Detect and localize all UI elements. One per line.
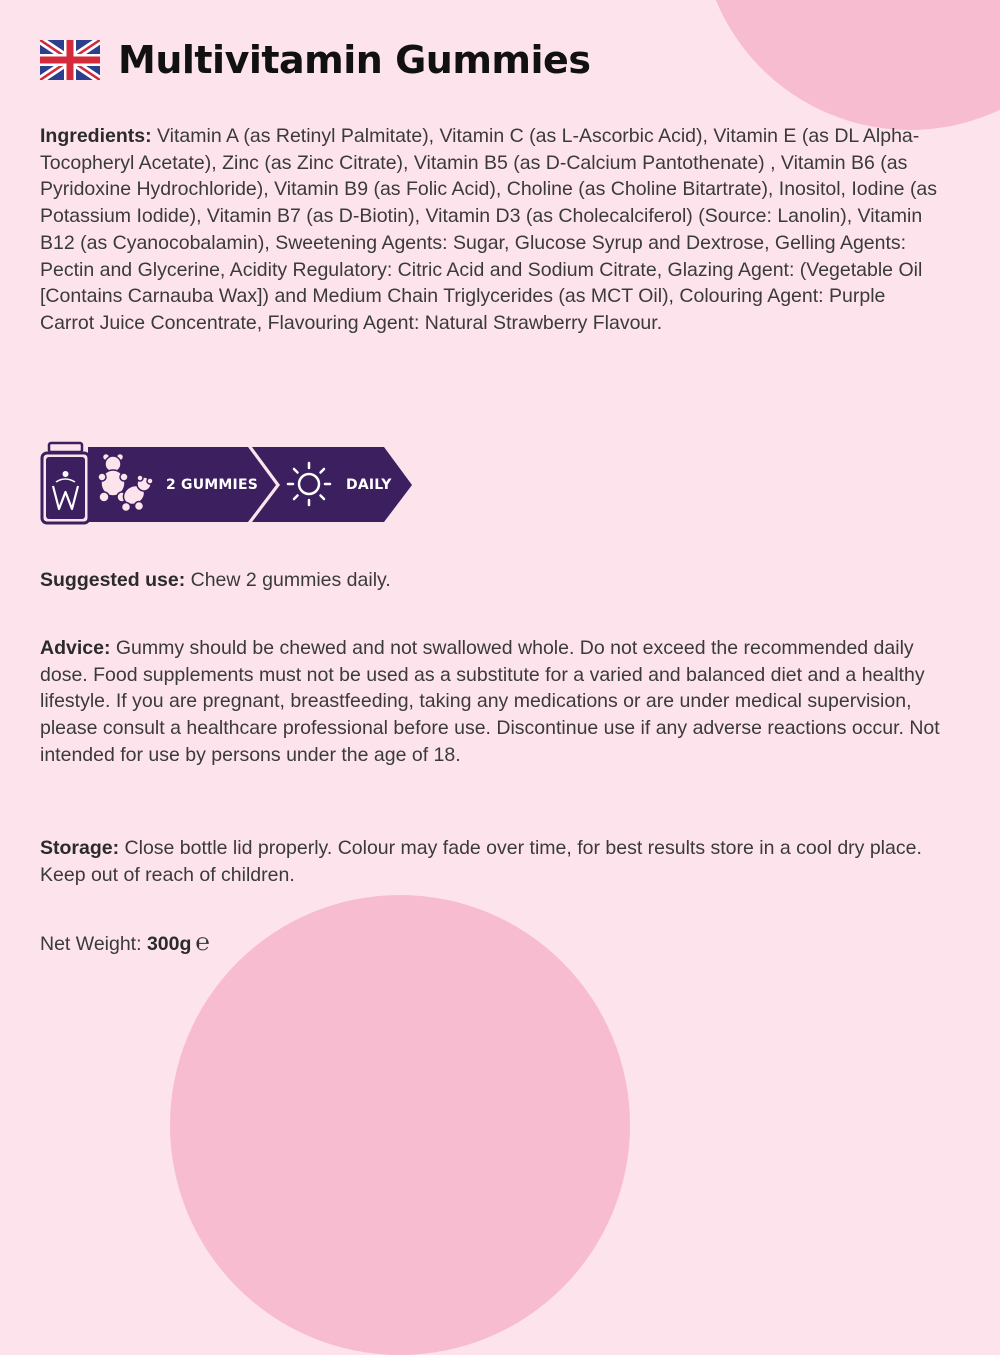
storage-section xyxy=(40,835,940,888)
advice-text: Gummy should be chewed and not swallowed whole. Do not exceed the recommended daily dose. Food supplements must not be used as a substitute for a varied and balanced diet and a healthy lifestyle. If you are pregnant, breastfeeding, taking any medications or are under medical supervision, please consult a healthcare professional before use. Discontinue use if any adverse reactions occur. Not intended for use by persons under the age of 18. xyxy=(40,637,940,766)
net-weight-label: Net Weight: xyxy=(40,933,142,955)
decorative-circle-top-right xyxy=(700,0,1000,130)
suggested-use-label: Suggested use: xyxy=(40,569,186,591)
advice-section xyxy=(40,635,940,769)
page-title: Multivitamin Gummies xyxy=(118,38,591,82)
decorative-circle-bottom xyxy=(170,895,630,1355)
suggested-use-text: Chew 2 gummies daily. xyxy=(190,569,391,591)
dosage-banner xyxy=(40,440,420,525)
ingredients-label: Ingredients: xyxy=(40,125,152,147)
estimated-sign-icon: ℮ xyxy=(195,928,210,956)
header xyxy=(40,38,590,82)
suggested-use-section xyxy=(40,567,940,594)
net-weight-value: 300g xyxy=(146,933,192,955)
dosage-amount-label: 2 GUMMIES xyxy=(166,477,258,493)
storage-text: Close bottle lid properly. Colour may fade over time, for best results store in a cool dry place. Keep out of reach of children. xyxy=(40,837,922,886)
storage-label: Storage: xyxy=(40,837,120,859)
bottle-icon xyxy=(42,443,89,523)
ingredients-text: Vitamin A (as Retinyl Palmitate), Vitamin C (as L-Ascorbic Acid), Vitamin E (as DL Alpha-Tocopheryl Acetate), Zinc (as Zinc Citrate), Vitamin B5 (as D-Calcium Pantothenate) , Vitamin B6 (as Pyridoxine Hydrochloride), Vitamin B9 (as Folic Acid), Choline (as Choline Bitartrate), Inositol, Iodine (as Potassium Iodide), Vitamin B7 (as D-Biotin), Vitamin D3 (as Cholecalciferol) (Source: Lanolin), Vitamin B12 (as Cyanocobalamin), Sweetening Agents: Sugar, Glucose Syrup and Dextrose, Gelling Agents: Pectin and Glycerine, Acidity Regulatory: Citric Acid and Sodium Citrate, Glazing Agent: (Vegetable Oil [Contains Carnauba Wax]) and Medium Chain Triglycerides (as MCT Oil), Colouring Agent: Purple Carrot Juice Concentrate, Flavouring Agent: Natural Strawberry Flavour. xyxy=(40,125,938,334)
net-weight-section xyxy=(40,929,940,958)
uk-flag-icon xyxy=(40,40,100,80)
advice-label: Advice: xyxy=(40,637,111,659)
ingredients-section xyxy=(40,123,940,337)
dosage-frequency-label: DAILY xyxy=(346,477,392,493)
